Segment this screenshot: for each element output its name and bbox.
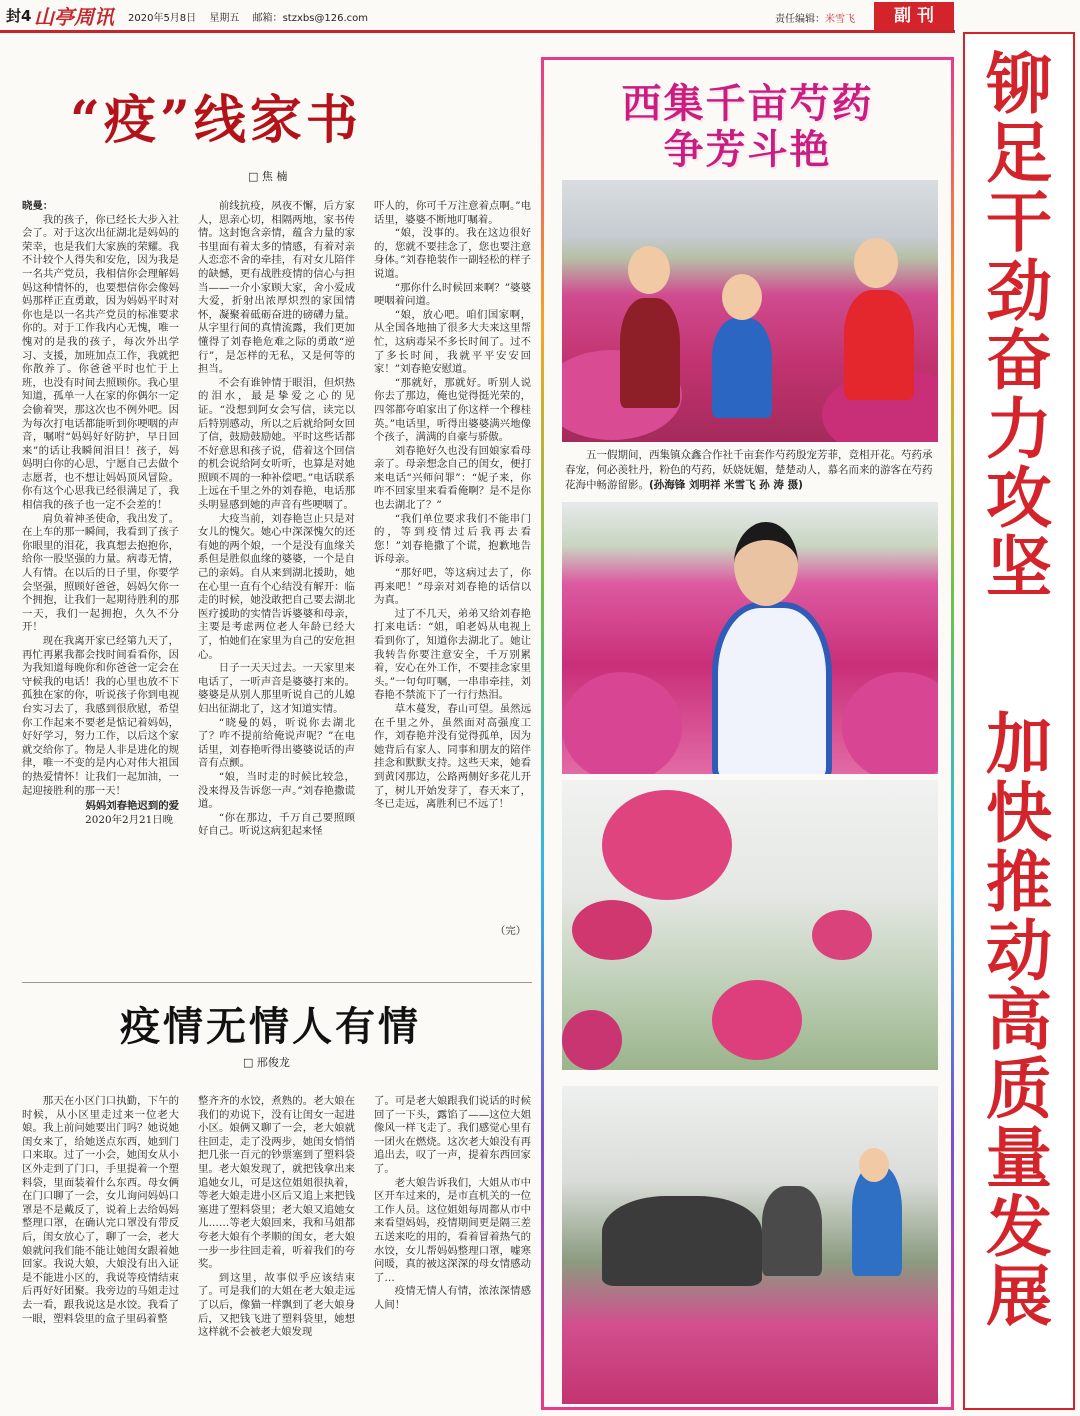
slogan-char: 铆 [986,46,1052,123]
model-figure [852,1166,902,1276]
model-head [859,1148,889,1182]
paragraph: “你在那边，千万自己要照顾好自己。听说这病犯起来怪 [198,811,355,838]
slogan-char: 劲 [986,253,1052,330]
feature-title-line-1: 西集千亩芍药 [621,81,874,127]
slogan-char: 攻 [986,460,1052,537]
title-quote-open: “ [70,90,104,151]
article-1-column-1 [22,200,179,930]
slogan-char: 干 [986,184,1052,261]
paragraph: 到这里，故事似乎应该结束了。可是我们的大姐在老大娘走远了以后，像猫一样飘到了老大娘身后，又把钱飞进了塑料袋里，她想这样就不会被老大娘发现 [198,1271,355,1339]
editor-name: 米雪飞 [825,14,855,25]
article-1-column-2 [198,200,355,930]
article-2-column-2 [198,1095,355,1410]
paragraph: “那你什么时候回来啊？”婆婆哽咽着问道。 [374,281,531,308]
photographer [762,1186,822,1276]
article-2-byline: □ 邢俊龙 [243,1056,290,1069]
paragraph: 日子一天天过去。一天家里来电话了，一听声音是婆婆打来的。婆婆是从别人那里听说自己的儿媳妇出征湖北了，这才知道实情。 [198,662,355,715]
slogan-char: 快 [986,775,1052,852]
peony-bloom [572,900,652,960]
issue-weekday: 星期五 [209,13,240,24]
photographer-group [602,1196,762,1286]
paragraph: 大疫当前，刘春艳岂止只是对女儿的愧欠。她心中深深愧欠的还有她的两个娘，一个是没有血缘关系但是胜似血缘的婆婆，一个是自己的亲妈。自从来到湖北援助，她在心里一直有个心结没有解开：临走的时候，她没敢把自己要去湖北医疗援助的实情告诉婆婆和母亲，主要是考虑两位老人年龄已经大了，怕她们在家里为自己的安危担心。 [198,512,355,661]
photo-children-peonies [562,180,938,442]
title-highlight-word: 疫 [103,90,160,151]
slogan-char: 坚 [986,529,1052,606]
article-1-title [70,78,362,153]
editor-credit [775,10,855,25]
slogan-char: 足 [986,115,1052,192]
paragraph: 肩负着神圣使命，我出发了。在上车的那一瞬间，我看到了孩子你眼里的泪花，我真想去抱抱你，给你一股坚强的力量。病毒无情，人有情。在以后的日子里，你要学会坚强，照顾好爸爸，妈妈欠你一个拥抱，让我们一起期待胜利的那一天，我们一起拥抱，久久不分开！ [22,512,179,634]
child-figure [712,318,772,418]
paragraph: “我们单位要求我们不能串门的，等到疫情过后我再去看您！”刘春艳撒了个谎，抱歉地告诉母亲。 [374,512,531,566]
slogan-char: 加 [986,706,1052,783]
article-2-column-1 [22,1095,179,1410]
slogan-char: 高 [986,982,1052,1059]
article-1-column-3 [374,200,531,930]
peony-bloom [562,1010,622,1070]
child-head [854,238,898,288]
letter-date: 2020年2月21日晚 [85,813,173,826]
slogan-line-2 [965,706,1073,1335]
paragraph: 现在我离开家已经第九天了，再忙再累我都会找时间看看你，因为我知道每晚你和你爸爸一定会在守候我的电话！我的心里也放不下孤独在家的你，听说孩子你到电视台实习去了，我感到很欣慰，希望你工作起来不要老是惦记着妈妈，好好学习，努力工作，以后这个家就交给你了。物是人非是进化的规律，唯一不变的是内心对伟大祖国的热爱情怀！让我们一起加油，一起迎接胜利的那一天！ [22,635,179,797]
slogan-char: 展 [986,1258,1052,1335]
woman-head [734,522,798,606]
paragraph: 我的孩子，你已经长大步入社会了。对于这次出征湖北是妈妈的荣幸，也是我们大家族的荣耀。我不计较个人得失和安危，因为我是一名共产党员，我相信你会理解妈妈这种情怀的，也要想信你会像妈妈那样正直勇敢，因为妈妈平时对你也是以一名共产党员的标准要求你的。对于工作我内心无愧，唯一愧对的是我的孩子，每次外出学习、支援，加班加点工作，我就把你散养了。你爸爸平时也忙于上班，也没有时间去照顾你。我心里知道，孤单一人在家的你偶尔一定会偷着哭，那这次也不例外吧。因为每次打电话都能听到你哽咽的声音，嘱咐“妈妈好好防护，早日回来”的话让我瞬间泪目！孩子，妈妈明白你的心思，宁愿自己去做个志愿者，也不想让妈妈顶风冒险。你有这个心思我已经很满足了，我相信我的孩子也一定不会差的！ [22,213,179,512]
woman-figure [712,602,832,774]
article-1-byline: □ 焦 楠 [248,170,288,183]
child-figure [844,290,914,400]
title-rest: 线家书 [193,90,362,151]
photo-credit: (孙海锋 刘明祥 米雪飞 孙 涛 摄) [649,479,803,491]
paragraph: “娘，没事的。我在这边很好的，您就不要挂念了，您也要注意身体。”刘春艳装作一副轻松的样子说道。 [374,227,531,280]
slogan-line-1 [965,46,1073,606]
email-label: 邮箱： [252,13,283,24]
child-figure [620,298,680,408]
paragraph: 老大娘告诉我们，大姐从市中区开车过来的，是市直机关的一位工作人员。这位姐姐每周都从市中来看望妈妈，疫情期间更是隔三差五送来吃的用的，看着冒着热气的水饺，女儿帮妈妈整理口罩，嘘寒问暖，真的被这深深的母女情感动了… [374,1176,531,1284]
issue-date: 2020年5月8日 [128,13,197,24]
slogan-char: 动 [986,913,1052,990]
flower-cluster [842,672,938,774]
paragraph: “晓曼的妈，听说你去湖北了？咋不提前给俺说声呢？”在电话里，刘春艳听得出婆婆说话的声音有点颤。 [198,716,355,770]
slogan-char: 量 [986,1120,1052,1197]
paragraph: “娘，当时走的时候比较急，没来得及告诉您一声。”刘春艳撒谎道。 [198,770,355,811]
slogan-char: 奋 [986,322,1052,399]
photo-caption [565,448,935,493]
article-2-title: 疫情无情人有情 [120,1003,421,1050]
caption-text: 五一假期间，西集镇众鑫合作社千亩套作芍药殷宠芳菲，竞相开花。芍药承春宠，何必羡牡丹，粉色的芍药，妖娆妩媚，楚楚动人，慕名而来的游客在芍药花海中畅游留影。 [565,449,933,491]
child-head [722,274,762,320]
flower-cluster [562,672,682,774]
section-tag: 副 刊 [874,2,954,30]
paragraph: “那就好，那就好。听别人说你去了那边，俺也觉得挺光荣的，四邻都夸咱家出了你这样一个穆桂英。”电话里，听得出婆婆满兴地像个孩子，满满的自豪与骄傲。 [374,376,531,444]
salutation: 晓曼： [22,200,54,212]
editor-label: 责任编辑： [775,14,825,25]
header-rule [0,30,955,33]
peony-bloom [602,790,732,900]
paragraph: “那好吧，等这病过去了，你再来吧！”母亲对刘春艳的话信以为真。 [374,567,531,607]
feature-title-line-2: 争芳斗艳 [663,127,832,173]
paragraph: 吓人的，你可千万注意着点啊。”电话里，婆婆不断地叮嘱着。 [374,200,531,226]
article-1-end-mark: （完） [495,925,527,937]
photo-photographers [562,1086,938,1404]
paragraph: 前线抗疫，夙夜不懈，后方家人，思亲心切，相隔两地，家书传情。这封饱含亲情，蕴含力量的家书里面有着太多的情感，有着对亲人恋恋不舍的牵挂，有对女儿陪伴的缺憾，更有战胜疫情的信心与担当——一介小家顾大家，舍小爱成大爱，折射出浓厚炽烈的家国情怀，凝聚着砥砺奋进的磅礴力量。从字里行间的真情流露，我们更加懂得了刘春艳危难之际的勇敢“逆行”，是怎样的无私，又是何等的担当。 [198,200,355,376]
paragraph: 了。可是老大娘跟我们说话的时候回了一下头，露馅了——这位大姐像风一样飞走了。我们感觉心里有一团火在燃烧。这次老大娘没有再追出去，叹了一声，提着东西回家了。 [374,1095,531,1175]
article-divider [22,982,532,983]
paragraph: 草木蔓发，春山可望。虽然远在千里之外，虽然面对高强度工作，刘春艳并没有觉得孤单，因为她背后有家人、同事和朋友的陪伴挂念和默默支持。这些天来，她看到黄冈那边，公路两侧好多花儿开了，树儿开始发芽了，春天来了，冬已走远，离胜利已不远了！ [374,702,531,811]
page-header [0,0,1080,36]
slogan-panel [963,32,1075,1410]
paragraph: 过了不几天，弟弟又给刘春艳打来电话：“姐，咱老妈从电视上看到你了，知道你去湖北了。她让我转告你要注意安全，千万别累着，安心在外工作，不要挂念家里头。”一句句叮嘱，一串串牵挂，刘春艳不禁流下了一行行热泪。 [374,607,531,702]
child-head [628,246,670,294]
letter-signature: 妈妈刘春艳迟到的爱 [85,800,179,813]
slogan-char: 力 [986,391,1052,468]
article-2-column-3 [374,1095,531,1410]
paragraph: 那天在小区门口执勤，下午的时候，从小区里走过来一位老大娘。我上前问她要出门吗？她说她闺女来了，给她送点东西，她到门口来取。过了一小会，她闺女从小区外走到了门口，手里提着一个塑料袋，里面装着什么东西。母女俩在门口聊了一会，女儿询问妈妈口罩是不是戴反了，说着上去给妈妈整理口罩，在确认完口罩没有带反后，闺女放心了，聊了一会，老大娘就问我们能不能让她闺女跟着她回家。我说大娘，大娘没有出入证是不能进小区的，我说等疫情结束后再好好团聚。我旁边的马姐走过去一看，跟我说这是水饺。我看了一眼，塑料袋里的盒子里码着整 [22,1095,179,1325]
paragraph: 疫情无情人有情，浓浓深情感人间！ [374,1285,531,1311]
email-address[interactable]: stzxbs@126.com [282,13,369,24]
slogan-char: 发 [986,1189,1052,1266]
paragraph: 整齐齐的水饺，煮熟的。老大娘在我们的劝说下，没有让闺女一起进小区。娘俩又聊了一会，老大娘就往回走，走了没两步，她闺女悄悄把几张一百元的钞票塞到了塑料袋里。老大娘发现了，就把钱拿出来追她女儿，可是这位姐姐很执着，等老大娘走进小区后又追上来把钱塞进了塑料袋里；老大娘又追她女儿……等老大娘回来，我和马姐都夸老大娘有个孝顺的闺女，老大娘一步一步往回走着，听着我们的夸奖。 [198,1095,355,1271]
photo-peony-closeup [562,780,938,1070]
paragraph: 不会有谁钟情于眼泪，但炽热的泪水，最是挚爱之心的见证。“没想到阿女会写信，读完以后特别感动，所以之后就给阿女回了信，鼓励鼓励她。平时这些话都不好意思和孩子说，借着这个回信的机会说给阿女听听，也算是对她照顾不周的一种补偿吧。”电话联系上远在千里之外的刘春艳，电话那头明显感到她的声音有些哽咽了。 [198,376,355,512]
title-quote-close: ” [159,90,194,151]
page-number: 封4 [6,7,32,25]
paragraph: “娘，放心吧。咱们国家啊，从全国各地抽了很多大夫来这里帮忙，这病毒呆不多长时间了。过不了多长时间，我就平平安安回家！”刘春艳安慰道。 [374,308,531,376]
slogan-char: 质 [986,1051,1052,1128]
masthead-logo: 山亭周讯 [34,5,114,29]
slogan-char: 推 [986,844,1052,921]
paragraph: 刘春艳好久也没有回娘家看母亲了。母亲想念自己的闺女，便打来电话“兴师问罪”：“妮子来，你咋不回家里来看看俺啊？是不是你也去湖北了？” [374,444,531,512]
photo-woman-qipao [562,502,938,774]
peony-bloom [812,910,872,960]
peony-bloom [712,980,802,1060]
header-info [128,9,378,24]
